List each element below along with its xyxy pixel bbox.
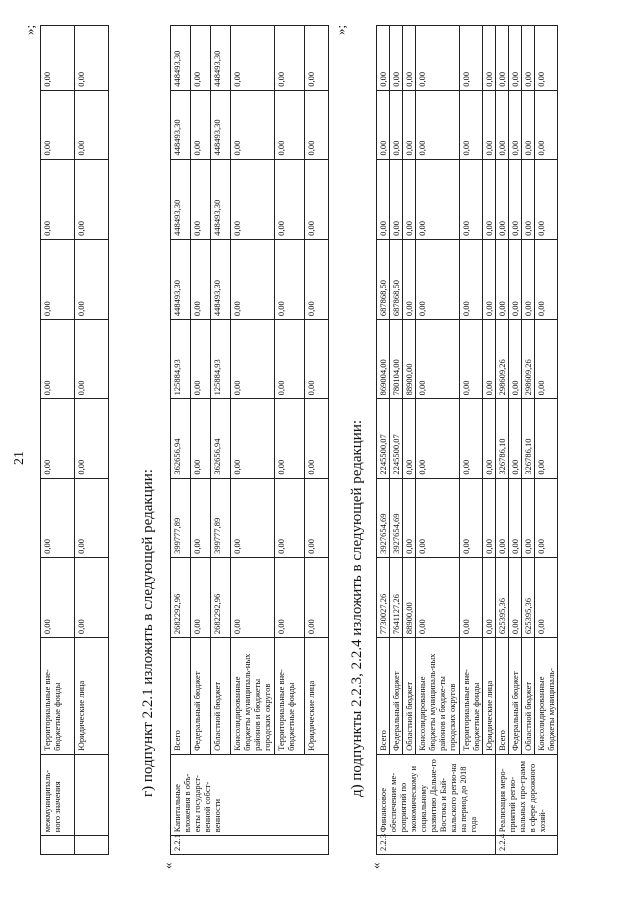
funding-source: Юридические лица <box>75 638 109 755</box>
funding-source: Федеральный бюджет <box>509 638 522 755</box>
value-cell: 448493,30 <box>171 159 191 239</box>
value-cell: 0,00 <box>231 159 275 239</box>
value-cell: 0,00 <box>75 159 109 239</box>
value-cell: 0,00 <box>191 90 211 159</box>
value-cell: 0,00 <box>509 90 522 159</box>
value-cell: 0,00 <box>483 399 496 478</box>
value-cell: 0,00 <box>41 478 75 557</box>
table-row <box>483 26 496 855</box>
value-cell: 0,00 <box>483 239 496 319</box>
row-number: 2.2.3 <box>377 836 496 855</box>
measure-name: Финансовое обеспечение ме-роприятий по экономическому и социальному развитию Дальне-го Востока и Бай-кальского регио-на на период до 2018 года <box>377 754 496 835</box>
value-cell: 0,00 <box>416 557 460 637</box>
value-cell: 0,00 <box>403 159 416 239</box>
value-cell: 0,00 <box>496 26 509 91</box>
open-quote-2: « <box>160 862 175 869</box>
funding-source: Юридические лица <box>483 638 496 755</box>
value-cell: 0,00 <box>41 239 75 319</box>
value-cell: 3927654,69 <box>377 478 390 557</box>
row-number <box>75 836 109 855</box>
funding-source: Всего <box>377 638 390 755</box>
value-cell: 687868,50 <box>377 239 390 319</box>
value-cell: 0,00 <box>275 320 305 399</box>
value-cell: 0,00 <box>460 557 483 637</box>
value-cell: 125884,93 <box>171 320 191 399</box>
value-cell: 0,00 <box>403 239 416 319</box>
value-cell: 0,00 <box>191 399 211 478</box>
row-number: 2.2.1 <box>171 836 329 855</box>
value-cell: 0,00 <box>416 159 460 239</box>
table-row <box>509 26 522 855</box>
value-cell: 0,00 <box>75 478 109 557</box>
measure-name: Реализация меро-приятий регио-нальных про-грамм в сфере дорожного хозяй- <box>496 754 558 835</box>
value-cell: 0,00 <box>305 399 329 478</box>
value-cell: 0,00 <box>41 557 75 637</box>
value-cell: 0,00 <box>483 557 496 637</box>
value-cell: 0,00 <box>305 26 329 91</box>
table-row <box>191 26 211 855</box>
value-cell: 0,00 <box>535 159 558 239</box>
value-cell: 2682292,96 <box>171 557 191 637</box>
value-cell: 0,00 <box>535 320 558 399</box>
value-cell: 0,00 <box>191 478 211 557</box>
table-row <box>211 26 231 855</box>
value-cell: 0,00 <box>535 557 558 637</box>
close-quote-1: »; <box>22 24 37 35</box>
funding-source: Территориальные вне-бюджетные фонды <box>460 638 483 755</box>
table-row <box>522 26 535 855</box>
value-cell: 0,00 <box>535 26 558 91</box>
value-cell: 0,00 <box>275 159 305 239</box>
value-cell: 0,00 <box>75 320 109 399</box>
value-cell: 687868,50 <box>390 239 403 319</box>
page-number: 21 <box>12 451 27 465</box>
value-cell: 0,00 <box>460 478 483 557</box>
funding-source: Консолидированные бюджеты муниципаль- <box>535 638 558 755</box>
table-row <box>75 26 109 855</box>
value-cell: 448493,30 <box>211 26 231 91</box>
value-cell: 0,00 <box>535 478 558 557</box>
value-cell: 2682292,96 <box>211 557 231 637</box>
value-cell: 0,00 <box>231 399 275 478</box>
value-cell: 0,00 <box>275 478 305 557</box>
value-cell: 0,00 <box>191 26 211 91</box>
value-cell: 0,00 <box>41 320 75 399</box>
value-cell: 0,00 <box>305 320 329 399</box>
value-cell: 0,00 <box>535 399 558 478</box>
value-cell: 0,00 <box>535 239 558 319</box>
value-cell: 0,00 <box>522 239 535 319</box>
value-cell: 0,00 <box>231 557 275 637</box>
value-cell: 0,00 <box>75 90 109 159</box>
funding-source: Областной бюджет <box>522 638 535 755</box>
table-2-2-1 <box>170 25 329 855</box>
value-cell: 0,00 <box>403 478 416 557</box>
value-cell: 0,00 <box>403 399 416 478</box>
value-cell: 0,00 <box>509 320 522 399</box>
value-cell: 326786,10 <box>522 399 535 478</box>
value-cell: 0,00 <box>460 90 483 159</box>
value-cell: 0,00 <box>75 557 109 637</box>
value-cell: 0,00 <box>509 159 522 239</box>
open-quote-3: « <box>368 862 383 869</box>
funding-source: Областной бюджет <box>403 638 416 755</box>
value-cell: 448493,30 <box>211 90 231 159</box>
value-cell: 0,00 <box>305 90 329 159</box>
value-cell: 0,00 <box>460 159 483 239</box>
table-row <box>535 26 558 855</box>
value-cell: 0,00 <box>231 239 275 319</box>
heading-g: г) подпункт 2.2.1 изложить в следующей редакции: <box>140 469 156 797</box>
value-cell: 448493,30 <box>211 159 231 239</box>
value-cell: 362656,94 <box>171 399 191 478</box>
table-row <box>390 26 403 855</box>
value-cell: 0,00 <box>191 159 211 239</box>
value-cell: 0,00 <box>275 557 305 637</box>
funding-source: Территориальные вне-бюджетные фонды <box>41 638 75 755</box>
funding-source: Консолидированные бюджеты муниципаль-ных районов и бюдже-ты городских округов <box>416 638 460 755</box>
value-cell: 780104,00 <box>390 320 403 399</box>
value-cell: 0,00 <box>390 26 403 91</box>
value-cell: 0,00 <box>460 320 483 399</box>
value-cell: 0,00 <box>416 90 460 159</box>
value-cell: 0,00 <box>275 26 305 91</box>
value-cell: 0,00 <box>509 478 522 557</box>
value-cell: 448493,30 <box>211 239 231 319</box>
table-row <box>460 26 483 855</box>
value-cell: 298609,26 <box>496 320 509 399</box>
value-cell: 0,00 <box>231 90 275 159</box>
value-cell: 2245500,07 <box>377 399 390 478</box>
value-cell: 0,00 <box>191 320 211 399</box>
value-cell: 625395,36 <box>522 557 535 637</box>
funding-source: Федеральный бюджет <box>191 638 211 755</box>
value-cell: 0,00 <box>496 159 509 239</box>
funding-source: Территориальные вне-бюджетные фонды <box>275 638 305 755</box>
value-cell: 88900,00 <box>403 320 416 399</box>
value-cell: 0,00 <box>231 26 275 91</box>
funding-source: Областной бюджет <box>211 638 231 755</box>
value-cell: 2245500,07 <box>390 399 403 478</box>
value-cell: 0,00 <box>305 557 329 637</box>
funding-source: Всего <box>496 638 509 755</box>
funding-source: Всего <box>171 638 191 755</box>
value-cell: 0,00 <box>496 90 509 159</box>
value-cell: 0,00 <box>522 26 535 91</box>
value-cell: 448493,30 <box>171 239 191 319</box>
table-row <box>377 26 390 855</box>
value-cell: 448493,30 <box>171 26 191 91</box>
value-cell: 0,00 <box>231 478 275 557</box>
value-cell: 0,00 <box>483 159 496 239</box>
row-number <box>41 836 75 855</box>
value-cell: 0,00 <box>483 320 496 399</box>
value-cell: 0,00 <box>41 399 75 478</box>
table-2-2-3-2-2-4 <box>376 25 558 855</box>
value-cell: 0,00 <box>496 239 509 319</box>
value-cell: 0,00 <box>509 26 522 91</box>
value-cell: 7730027,26 <box>377 557 390 637</box>
value-cell: 0,00 <box>460 239 483 319</box>
value-cell: 125884,93 <box>211 320 231 399</box>
value-cell: 0,00 <box>416 320 460 399</box>
value-cell: 0,00 <box>509 239 522 319</box>
heading-d: д) подпункты 2.2.3, 2.2.4 изложить в следующей редакции: <box>349 419 365 797</box>
funding-source: Федеральный бюджет <box>390 638 403 755</box>
value-cell: 0,00 <box>275 90 305 159</box>
value-cell: 0,00 <box>275 239 305 319</box>
value-cell: 0,00 <box>41 26 75 91</box>
value-cell: 0,00 <box>522 90 535 159</box>
value-cell: 362656,94 <box>211 399 231 478</box>
value-cell: 0,00 <box>305 239 329 319</box>
value-cell: 0,00 <box>403 90 416 159</box>
value-cell: 0,00 <box>483 26 496 91</box>
row-number: 2.2.4 <box>496 836 558 855</box>
value-cell: 0,00 <box>496 478 509 557</box>
value-cell: 0,00 <box>416 478 460 557</box>
value-cell: 0,00 <box>390 159 403 239</box>
value-cell: 0,00 <box>377 90 390 159</box>
value-cell: 0,00 <box>377 26 390 91</box>
value-cell: 0,00 <box>416 239 460 319</box>
table-row <box>275 26 305 855</box>
measure-name: Капитальные вложения в объ-екты государст-венной собст-венности <box>171 754 329 835</box>
value-cell: 0,00 <box>231 320 275 399</box>
table-row <box>416 26 460 855</box>
value-cell: 399777,89 <box>211 478 231 557</box>
value-cell: 0,00 <box>305 478 329 557</box>
value-cell: 869004,00 <box>377 320 390 399</box>
measure-name <box>75 754 109 835</box>
table-row <box>171 26 191 855</box>
value-cell: 0,00 <box>41 159 75 239</box>
value-cell: 0,00 <box>191 239 211 319</box>
value-cell: 0,00 <box>522 159 535 239</box>
value-cell: 0,00 <box>191 557 211 637</box>
value-cell: 0,00 <box>305 159 329 239</box>
value-cell: 0,00 <box>460 399 483 478</box>
table-row <box>496 26 509 855</box>
table-row <box>231 26 275 855</box>
value-cell: 0,00 <box>483 478 496 557</box>
value-cell: 0,00 <box>390 90 403 159</box>
value-cell: 0,00 <box>509 399 522 478</box>
value-cell: 0,00 <box>416 399 460 478</box>
value-cell: 0,00 <box>509 557 522 637</box>
value-cell: 0,00 <box>41 90 75 159</box>
funding-source: Юридические лица <box>305 638 329 755</box>
value-cell: 0,00 <box>483 90 496 159</box>
value-cell: 0,00 <box>75 26 109 91</box>
table-row <box>41 26 75 855</box>
value-cell: 448493,30 <box>171 90 191 159</box>
close-quote-2: »; <box>333 24 348 35</box>
measure-name: межмуниципаль-ного значения <box>41 754 75 835</box>
value-cell: 625395,36 <box>496 557 509 637</box>
value-cell: 0,00 <box>403 26 416 91</box>
value-cell: 326786,10 <box>496 399 509 478</box>
funding-source: Консолидированные бюджеты муниципаль-ных районов и бюджеты городских округов <box>231 638 275 755</box>
value-cell: 0,00 <box>416 26 460 91</box>
value-cell: 0,00 <box>75 239 109 319</box>
table-row <box>403 26 416 855</box>
value-cell: 298609,26 <box>522 320 535 399</box>
value-cell: 0,00 <box>522 478 535 557</box>
value-cell: 3927654,69 <box>390 478 403 557</box>
value-cell: 0,00 <box>275 399 305 478</box>
table-row <box>305 26 329 855</box>
value-cell: 0,00 <box>535 90 558 159</box>
value-cell: 0,00 <box>377 159 390 239</box>
value-cell: 0,00 <box>460 26 483 91</box>
table-continuation <box>40 25 109 855</box>
value-cell: 88900,00 <box>403 557 416 637</box>
value-cell: 399777,89 <box>171 478 191 557</box>
value-cell: 7641127,26 <box>390 557 403 637</box>
value-cell: 0,00 <box>75 399 109 478</box>
